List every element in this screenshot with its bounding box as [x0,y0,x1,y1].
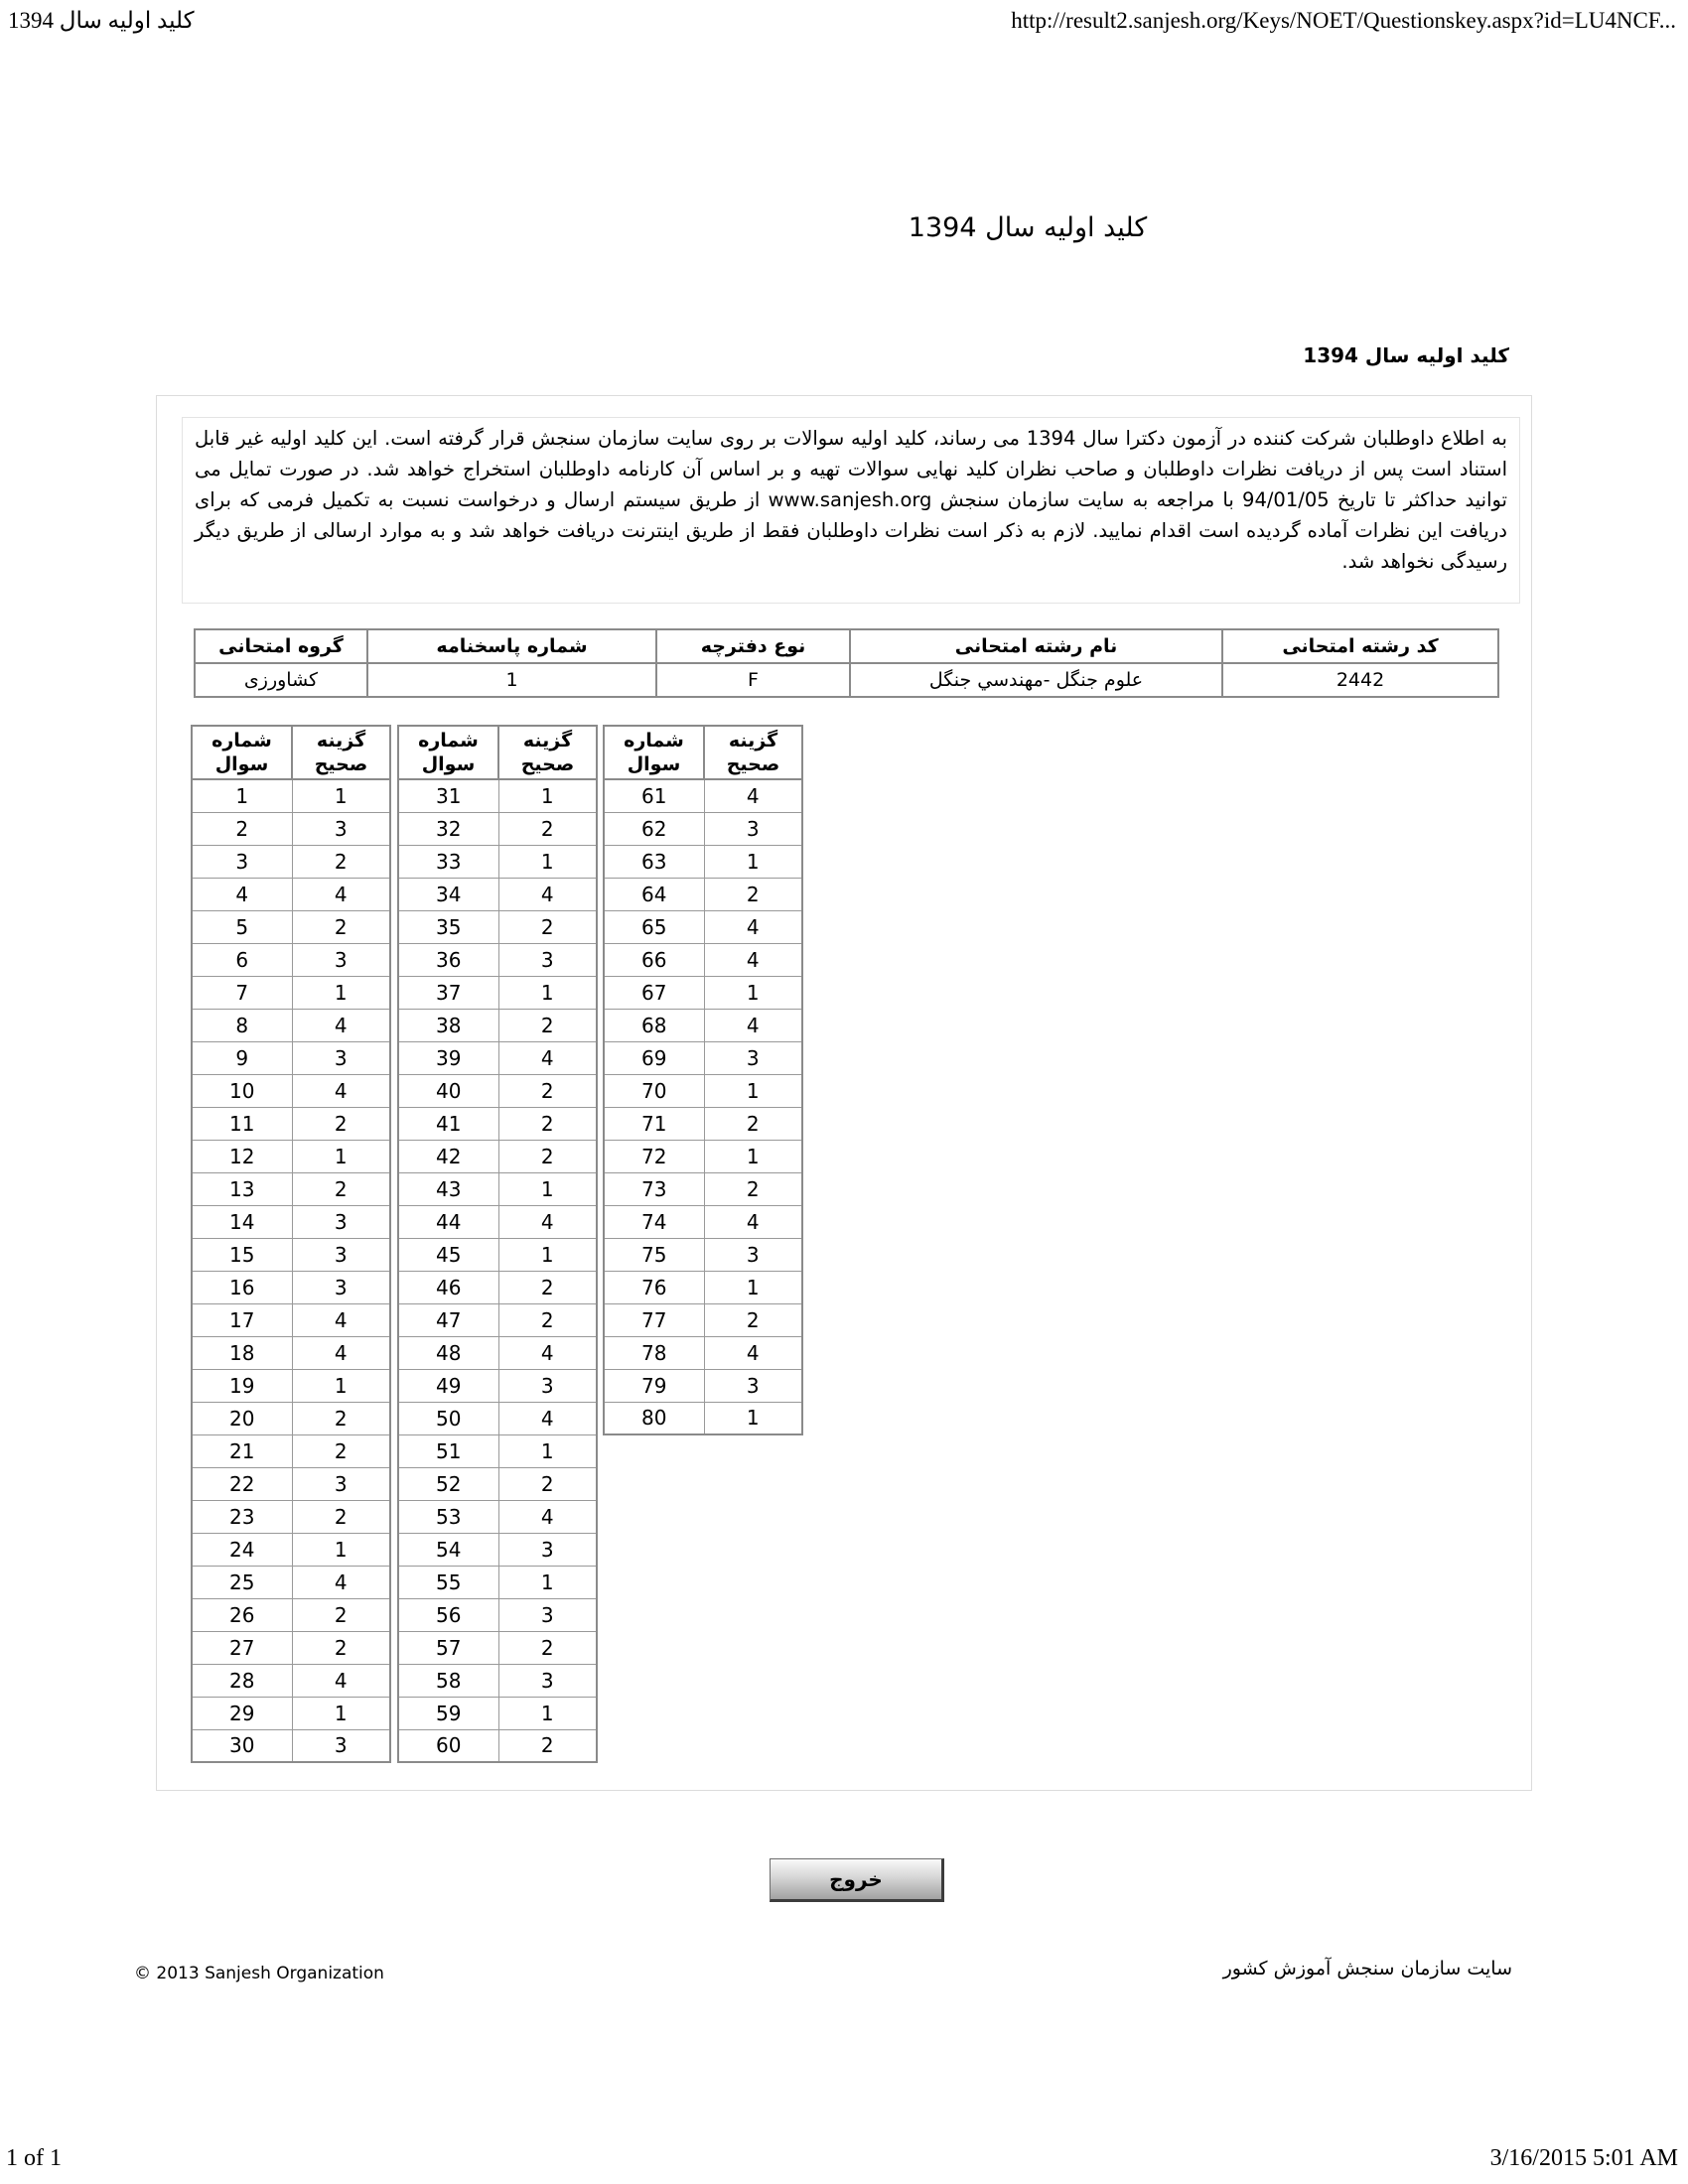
question-number: 17 [192,1303,292,1336]
correct-answer: 2 [498,1303,597,1336]
correct-answer: 2 [292,910,390,943]
question-number: 69 [604,1041,704,1074]
answer-row [398,1172,597,1205]
question-number: 58 [398,1664,498,1697]
page-number: 1 of 1 [6,2145,62,2171]
question-number: 54 [398,1533,498,1566]
answer-row [192,1009,390,1041]
correct-answer: 4 [498,1402,597,1434]
correct-answer: 2 [704,1172,802,1205]
answer-row [398,1467,597,1500]
question-number: 20 [192,1402,292,1434]
question-number: 28 [192,1664,292,1697]
correct-answer: 1 [292,976,390,1009]
print-header-url: http://result2.sanjesh.org/Keys/NOET/Questionskey.aspx?id=LU4NCF... [1011,8,1676,33]
question-number: 19 [192,1369,292,1402]
answer-row [398,1009,597,1041]
info-value-answersheet-no: 1 [367,663,656,697]
question-number: 33 [398,845,498,878]
answer-row [192,812,390,845]
info-header-field-code: کد رشته امتحانی [1222,629,1498,663]
answer-row [398,943,597,976]
question-number: 76 [604,1271,704,1303]
question-number: 59 [398,1697,498,1729]
answer-row [398,1140,597,1172]
question-number: 9 [192,1041,292,1074]
question-number: 51 [398,1434,498,1467]
correct-answer: 3 [704,1041,802,1074]
question-number: 78 [604,1336,704,1369]
question-number: 3 [192,845,292,878]
question-col-header: شماره سوال [398,726,498,779]
answer-row [192,1303,390,1336]
question-number: 66 [604,943,704,976]
question-number: 77 [604,1303,704,1336]
correct-answer: 2 [498,1009,597,1041]
correct-answer: 2 [498,1631,597,1664]
question-number: 13 [192,1172,292,1205]
answer-table-61-80 [603,725,803,1435]
question-number: 70 [604,1074,704,1107]
answer-row [604,1074,802,1107]
correct-answer: 1 [498,845,597,878]
answer-row [192,1074,390,1107]
answer-table-header-row [604,726,802,779]
answer-row [604,910,802,943]
answer-row [398,1566,597,1598]
question-number: 16 [192,1271,292,1303]
correct-answer: 3 [292,1205,390,1238]
correct-answer: 1 [292,1140,390,1172]
question-number: 72 [604,1140,704,1172]
question-number: 73 [604,1172,704,1205]
correct-answer: 1 [704,1140,802,1172]
exit-button[interactable]: خروج [770,1858,944,1902]
answer-row [398,1369,597,1402]
info-value-field-name: علوم جنگل -مهندسي جنگل [850,663,1222,697]
correct-answer: 4 [292,878,390,910]
correct-answer: 4 [498,1336,597,1369]
answer-row [192,1566,390,1598]
answer-row [192,1402,390,1434]
question-number: 25 [192,1566,292,1598]
correct-answer: 1 [292,1697,390,1729]
answer-row [192,1500,390,1533]
answer-row [604,1336,802,1369]
answer-row [398,845,597,878]
answer-row [192,1336,390,1369]
answer-row [398,1107,597,1140]
info-header-answersheet-no: شماره پاسخنامه [367,629,656,663]
correct-answer: 3 [704,1238,802,1271]
correct-answer: 3 [704,812,802,845]
correct-answer: 2 [704,1303,802,1336]
correct-answer: 1 [704,976,802,1009]
answer-col-header: گزینه صحیح [292,726,390,779]
correct-answer: 1 [498,1566,597,1598]
question-number: 24 [192,1533,292,1566]
answer-row [192,1434,390,1467]
correct-answer: 4 [292,1009,390,1041]
answer-row [192,1664,390,1697]
correct-answer: 3 [292,1271,390,1303]
question-number: 22 [192,1467,292,1500]
question-number: 64 [604,878,704,910]
answer-row [398,1041,597,1074]
question-number: 52 [398,1467,498,1500]
question-number: 37 [398,976,498,1009]
correct-answer: 1 [292,1533,390,1566]
question-number: 57 [398,1631,498,1664]
question-number: 62 [604,812,704,845]
correct-answer: 3 [498,1369,597,1402]
correct-answer: 3 [498,1533,597,1566]
info-header-exam-group: گروه امتحانی [195,629,367,663]
answer-row [192,1631,390,1664]
question-number: 11 [192,1107,292,1140]
question-number: 41 [398,1107,498,1140]
question-number: 63 [604,845,704,878]
correct-answer: 1 [292,779,390,812]
answer-row [604,1369,802,1402]
correct-answer: 3 [498,1664,597,1697]
question-col-header: شماره سوال [192,726,292,779]
info-header-field-name: نام رشته امتحانی [850,629,1222,663]
answer-row [398,976,597,1009]
correct-answer: 3 [292,812,390,845]
answer-row [398,1631,597,1664]
answer-row [604,1205,802,1238]
question-number: 6 [192,943,292,976]
answer-row [604,1041,802,1074]
answer-row [398,910,597,943]
answer-row [192,943,390,976]
question-number: 10 [192,1074,292,1107]
answer-row [398,1238,597,1271]
question-number: 68 [604,1009,704,1041]
answer-row [604,1107,802,1140]
question-number: 27 [192,1631,292,1664]
answer-row [604,1009,802,1041]
info-value-booklet-type: F [656,663,850,697]
correct-answer: 1 [704,1074,802,1107]
question-number: 31 [398,779,498,812]
exam-info-header-row [195,629,1498,663]
correct-answer: 4 [704,1336,802,1369]
question-number: 4 [192,878,292,910]
correct-answer: 2 [292,1500,390,1533]
correct-answer: 2 [292,1631,390,1664]
correct-answer: 4 [498,1205,597,1238]
question-number: 43 [398,1172,498,1205]
answer-row [398,1205,597,1238]
answer-table-header-row [398,726,597,779]
correct-answer: 4 [704,1009,802,1041]
question-number: 46 [398,1271,498,1303]
correct-answer: 1 [704,1402,802,1434]
info-value-exam-group: کشاورزی [195,663,367,697]
correct-answer: 3 [292,1238,390,1271]
correct-answer: 1 [498,1238,597,1271]
correct-answer: 2 [704,878,802,910]
answer-row [604,812,802,845]
answer-row [192,1041,390,1074]
answer-row [192,1107,390,1140]
correct-answer: 1 [498,976,597,1009]
question-number: 53 [398,1500,498,1533]
answer-row [192,1729,390,1762]
answer-row [604,1303,802,1336]
exam-info-value-row [195,663,1498,697]
answer-row [604,943,802,976]
question-number: 7 [192,976,292,1009]
question-number: 60 [398,1729,498,1762]
answer-row [398,779,597,812]
answer-row [398,1533,597,1566]
answer-row [398,1598,597,1631]
question-col-header: شماره سوال [604,726,704,779]
correct-answer: 2 [498,1140,597,1172]
question-number: 15 [192,1238,292,1271]
answer-row [398,878,597,910]
correct-answer: 3 [292,943,390,976]
question-number: 44 [398,1205,498,1238]
correct-answer: 1 [704,845,802,878]
copyright-text: © 2013 Sanjesh Organization [134,1964,384,1983]
question-number: 2 [192,812,292,845]
correct-answer: 4 [292,1566,390,1598]
question-number: 71 [604,1107,704,1140]
answer-row [192,1140,390,1172]
correct-answer: 2 [498,1074,597,1107]
question-number: 61 [604,779,704,812]
question-number: 38 [398,1009,498,1041]
question-number: 74 [604,1205,704,1238]
question-number: 29 [192,1697,292,1729]
correct-answer: 2 [292,1434,390,1467]
question-number: 36 [398,943,498,976]
correct-answer: 3 [292,1041,390,1074]
answer-row [398,1402,597,1434]
question-number: 55 [398,1566,498,1598]
section-title: کلید اولیه سال 1394 [1303,343,1509,367]
correct-answer: 2 [292,1402,390,1434]
answer-row [192,1238,390,1271]
correct-answer: 4 [704,1205,802,1238]
answer-row [398,1434,597,1467]
correct-answer: 1 [498,1434,597,1467]
answer-row [192,1697,390,1729]
question-number: 30 [192,1729,292,1762]
answer-row [604,1402,802,1434]
correct-answer: 2 [704,1107,802,1140]
question-number: 42 [398,1140,498,1172]
answer-row [398,1664,597,1697]
correct-answer: 3 [498,1598,597,1631]
question-number: 56 [398,1598,498,1631]
print-timestamp: 3/16/2015 5:01 AM [1489,2145,1678,2171]
question-number: 45 [398,1238,498,1271]
question-number: 67 [604,976,704,1009]
answer-row [192,910,390,943]
question-number: 12 [192,1140,292,1172]
answer-row [192,1369,390,1402]
notice-text: به اطلاع داوطلبان شرکت کننده در آزمون دکترا سال 1394 می رساند، کلید اولیه سوالات بر روی سایت سازمان سنجش قرار گرفته است. این کلید اولیه غیر قابل استناد است پس از دریافت نظرات داوطلبان و صاحب نظران کلید نهایی سوالات تهیه و بر اساس آن کارنامه داوطلبان استخراج خواهد شد. در صورت تمایل می توانید حداکثر تا تاریخ 94/01/05 با مراجعه به سایت سازمان سنجش www.sanjesh.org از طریق سیستم ارسال و درخواست نسبت به تکمیل فرمی که برای دریافت این نظرات آماده گردیده است اقدام نمایید. لازم به ذکر است نظرات داوطلبان فقط از طریق اینترنت دریافت خواهد شد و به موارد ارسالی از طریق دیگر رسیدگی نخواهد شد. [182,417,1520,604]
correct-answer: 4 [292,1303,390,1336]
correct-answer: 3 [704,1369,802,1402]
answer-row [192,779,390,812]
correct-answer: 2 [498,1729,597,1762]
correct-answer: 3 [292,1729,390,1762]
answer-table-31-60 [397,725,598,1763]
info-value-field-code: 2442 [1222,663,1498,697]
question-number: 23 [192,1500,292,1533]
answer-row [398,1729,597,1762]
answer-row [604,976,802,1009]
question-number: 47 [398,1303,498,1336]
answer-row [604,1271,802,1303]
correct-answer: 1 [292,1369,390,1402]
correct-answer: 4 [292,1336,390,1369]
correct-answer: 4 [704,779,802,812]
answer-row [398,1271,597,1303]
correct-answer: 2 [292,1172,390,1205]
correct-answer: 2 [498,1271,597,1303]
question-number: 5 [192,910,292,943]
question-number: 8 [192,1009,292,1041]
answer-row [398,812,597,845]
answer-row [398,1074,597,1107]
answer-col-header: گزینه صحیح [498,726,597,779]
correct-answer: 2 [498,1107,597,1140]
answer-row [192,878,390,910]
answer-row [604,1140,802,1172]
question-number: 26 [192,1598,292,1631]
correct-answer: 2 [292,1107,390,1140]
question-number: 80 [604,1402,704,1434]
question-number: 40 [398,1074,498,1107]
correct-answer: 4 [498,878,597,910]
answer-row [398,1500,597,1533]
answer-table-1-30 [191,725,391,1763]
question-number: 18 [192,1336,292,1369]
answer-row [192,1598,390,1631]
answer-row [604,878,802,910]
answer-row [192,976,390,1009]
exam-info-table [194,628,1499,698]
question-number: 39 [398,1041,498,1074]
correct-answer: 2 [292,1598,390,1631]
correct-answer: 1 [498,1172,597,1205]
question-number: 34 [398,878,498,910]
answer-row [192,1172,390,1205]
correct-answer: 4 [292,1074,390,1107]
answer-row [604,1238,802,1271]
correct-answer: 2 [498,910,597,943]
correct-answer: 1 [704,1271,802,1303]
answer-row [398,1697,597,1729]
answer-row [192,1467,390,1500]
question-number: 75 [604,1238,704,1271]
correct-answer: 4 [292,1664,390,1697]
question-number: 35 [398,910,498,943]
correct-answer: 2 [292,845,390,878]
question-number: 1 [192,779,292,812]
correct-answer: 3 [498,943,597,976]
correct-answer: 3 [292,1467,390,1500]
question-number: 21 [192,1434,292,1467]
correct-answer: 1 [498,1697,597,1729]
answer-row [604,1172,802,1205]
answer-row [604,779,802,812]
print-header-title: کلید اولیه سال 1394 [8,8,195,33]
info-header-booklet-type: نوع دفترچه [656,629,850,663]
correct-answer: 4 [498,1500,597,1533]
answer-table-header-row [192,726,390,779]
question-number: 14 [192,1205,292,1238]
answer-row [398,1303,597,1336]
answer-col-header: گزینه صحیح [704,726,802,779]
question-number: 48 [398,1336,498,1369]
answer-row [604,845,802,878]
correct-answer: 1 [498,779,597,812]
question-number: 49 [398,1369,498,1402]
site-name-text: سایت سازمان سنجش آموزش کشور [1222,1958,1512,1979]
answer-row [192,1533,390,1566]
correct-answer: 4 [704,943,802,976]
question-number: 50 [398,1402,498,1434]
correct-answer: 2 [498,812,597,845]
correct-answer: 4 [704,910,802,943]
correct-answer: 4 [498,1041,597,1074]
answer-row [398,1336,597,1369]
question-number: 79 [604,1369,704,1402]
answer-row [192,845,390,878]
answer-row [192,1271,390,1303]
page-title: کلید اولیه سال 1394 [908,212,1148,243]
answer-row [192,1205,390,1238]
question-number: 65 [604,910,704,943]
correct-answer: 2 [498,1467,597,1500]
question-number: 32 [398,812,498,845]
